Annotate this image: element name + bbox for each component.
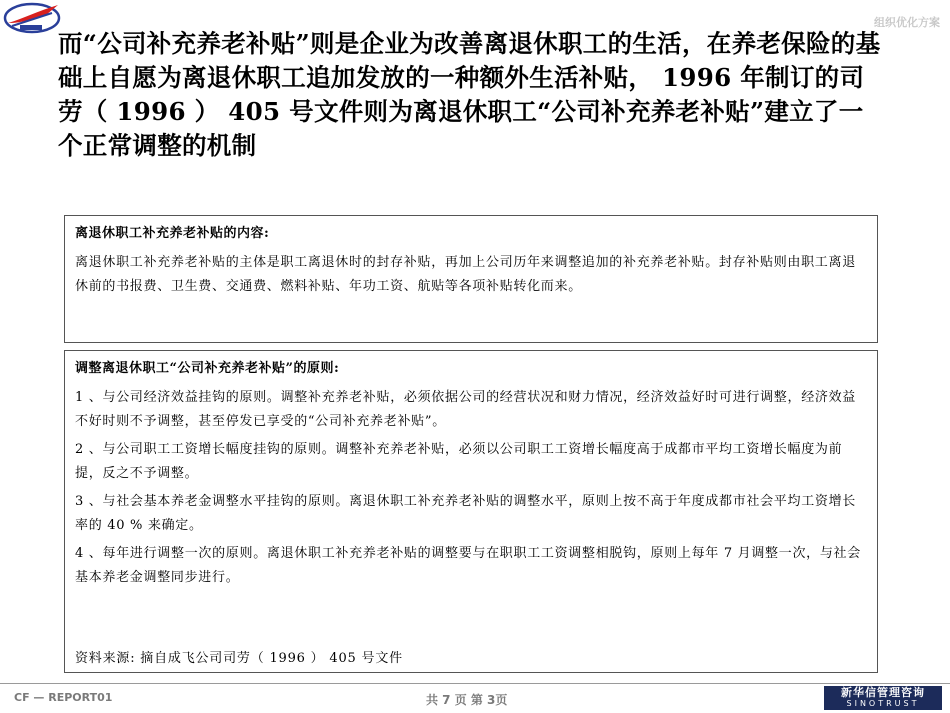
content-box [64, 215, 878, 343]
content-box-body: 离退休职工补充养老补贴的主体是职工离退休时的封存补贴，再加上公司历年来调整追加的补充养老补贴。封存补贴则由职工离退休前的书报费、卫生费、交通费、燃料补贴、年功工资、航贴等各项补贴转化而来。 [75, 255, 856, 294]
principle-item: 2 、与公司职工工资增长幅度挂钩的原则。调整补充养老补贴，必须以公司职工工资增长幅度高于成都市平均工资增长幅度为前提，反之不予调整。 [75, 442, 843, 481]
brand-logo [824, 686, 942, 710]
source-note: 资料来源: 摘自成飞公司司劳（ 1996 ） 405 号文件 [75, 651, 403, 666]
principle-item: 1 、与公司经济效益挂钩的原则。调整补充养老补贴，必须依据公司的经营状况和财力情况，经济效益好时可进行调整，经济效益不好时则不予调整，甚至停发已享受的“公司补充养老补贴”。 [75, 390, 857, 429]
headline-text: 而“公司补充养老补贴”则是企业为改善离退休职工的生活，在养老保险的基础上自愿为离退休职工追加发放的一种额外生活补贴， 1996 年制订的司劳（ 1996 ） 405 号文件则为离退休职工“公司补充养老补贴”建立了一个正常调整的机制 [58, 29, 881, 160]
principle-item: 3 、与社会基本养老金调整水平挂钩的原则。离退休职工补充养老补贴的调整水平，原则上按不高于年度成都市社会平均工资增长率的 40 % 来确定。 [75, 494, 857, 533]
footer-divider [0, 683, 950, 684]
brand-name-cn: 新华信管理咨询 [841, 686, 925, 699]
principles-box [64, 350, 878, 673]
principle-item: 4 、每年进行调整一次的原则。离退休职工补充养老补贴的调整要与在职职工工资调整相脱钩，原则上每年 7 月调整一次，与社会基本养老金调整同步进行。 [75, 546, 861, 585]
content-box-title: 离退休职工补充养老补贴的内容: [75, 226, 270, 241]
principles-box-title: 调整离退休职工“公司补充养老补贴”的原则: [75, 361, 340, 376]
brand-name-en: SINOTRUST [846, 699, 920, 708]
section-tag: 组织优化方案 [874, 16, 940, 29]
report-code: CF — REPORT01 [14, 691, 113, 704]
page-number: 共 7 页 第 3页 [426, 693, 508, 707]
airplane-logo-icon [2, 1, 62, 35]
